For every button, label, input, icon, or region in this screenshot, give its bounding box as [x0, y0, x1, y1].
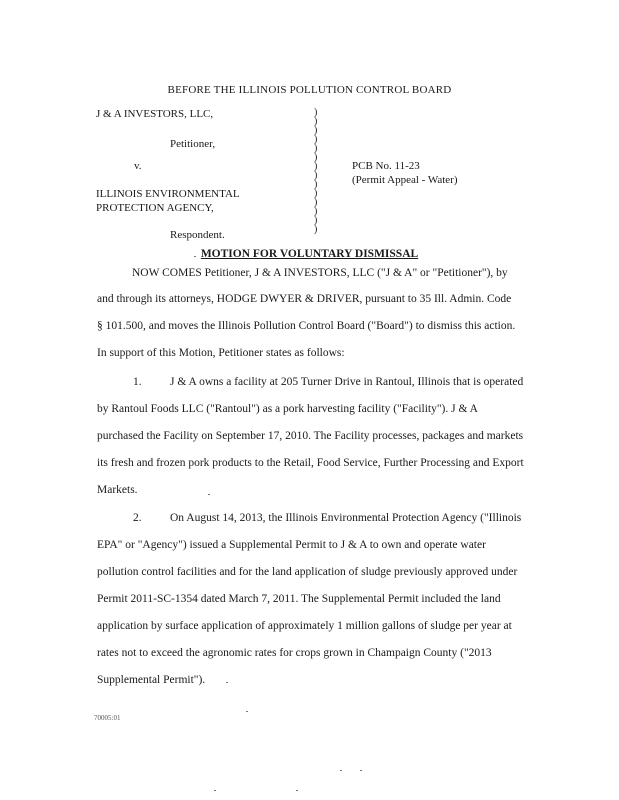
paragraph-2-line-1: On August 14, 2013, the Illinois Environmental Protection Agency ("Illinois	[170, 512, 522, 524]
scan-speck	[360, 770, 362, 771]
footer-document-code: 70005:01	[94, 714, 121, 722]
motion-heading-text: MOTION FOR VOLUNTARY DISMISSAL	[200, 248, 419, 260]
scan-speck	[296, 790, 298, 791]
petitioner-role: Petitioner,	[170, 138, 216, 150]
petitioner-name: J & A INVESTORS, LLC,	[96, 108, 214, 120]
intro-line-3: § 101.500, and moves the Illinois Pollution Control Board ("Board") to dismiss this action.	[97, 320, 516, 332]
paragraph-1-line-4: its fresh and frozen pork products to the Retail, Food Service, Further Processing and Export	[97, 457, 524, 469]
paragraph-2-line-6: rates not to exceed the agronomic rates for crops grown in Champaign County ("2013	[97, 647, 492, 659]
paragraph-1-line-3: purchased the Facility on September 17, 2010. The Facility processes, packages and markets	[97, 430, 524, 442]
paragraph-2-line-7: Supplemental Permit").	[97, 674, 206, 686]
paragraph-2-line-5: application by surface application of approximately 1 million gallons of sludge per year at	[97, 620, 512, 632]
paragraph-2-line-2: EPA" or "Agency") issued a Supplemental Permit to J & A to own and operate water	[97, 539, 486, 551]
paragraph-2-line-4: Permit 2011-SC-1354 dated March 7, 2011. The Supplemental Permit included the land	[97, 593, 501, 605]
versus-label: v.	[134, 160, 142, 172]
scan-speck	[194, 256, 196, 257]
intro-line-4: In support of this Motion, Petitioner states as follows:	[97, 347, 345, 359]
paragraph-1-line-2: by Rantoul Foods LLC ("Rantoul") as a pork harvesting facility ("Facility"). J & A	[97, 403, 478, 415]
respondent-name-line1: ILLINOIS ENVIRONMENTAL	[96, 188, 240, 200]
board-title: BEFORE THE ILLINOIS POLLUTION CONTROL BOARD	[167, 84, 452, 96]
paragraph-1-line-1: J & A owns a facility at 205 Turner Drive in Rantoul, Illinois that is operated	[170, 376, 524, 388]
scan-speck	[214, 790, 216, 791]
scan-speck	[246, 711, 248, 712]
paragraph-1-line-5: Markets.	[97, 484, 138, 496]
scan-speck	[226, 682, 228, 683]
paragraph-1-number: 1.	[133, 376, 142, 388]
scan-speck	[208, 494, 210, 495]
motion-heading	[0, 248, 619, 260]
scan-speck	[340, 770, 342, 771]
respondent-name-line2: PROTECTION AGENCY,	[96, 202, 214, 214]
case-type: (Permit Appeal - Water)	[352, 174, 458, 186]
intro-line-2: and through its attorneys, HODGE DWYER & DRIVER, pursuant to 35 Ill. Admin. Code	[97, 293, 512, 305]
caption-paren-column: ) ) ) ) ) ) ) ) ) ) ) ) ) )	[314, 107, 318, 235]
paragraph-2-line-3: pollution control facilities and for the land application of sludge previously approved under	[97, 566, 518, 578]
respondent-role: Respondent.	[170, 229, 225, 241]
intro-line-1: NOW COMES Petitioner, J & A INVESTORS, LLC ("J & A" or "Petitioner"), by	[132, 267, 508, 279]
paragraph-2-number: 2.	[133, 512, 142, 524]
pcb-number: PCB No. 11-23	[352, 160, 420, 172]
